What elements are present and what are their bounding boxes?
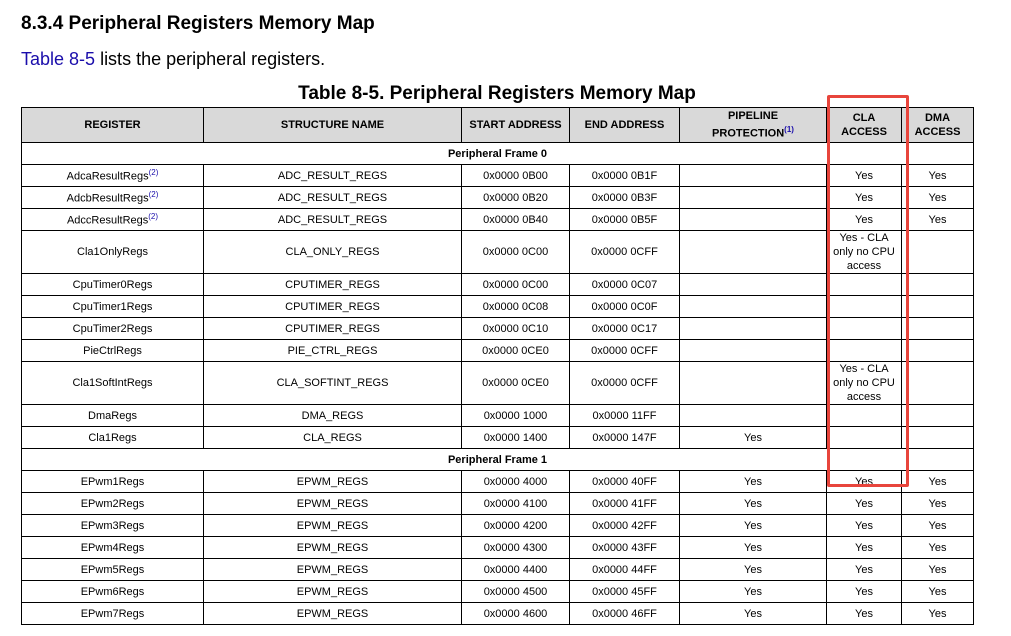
pipeline-cell: Yes [680, 493, 827, 515]
table-row [22, 493, 974, 515]
cla-cell: Yes [827, 603, 902, 625]
pipeline-cell [680, 405, 827, 427]
register-cell: EPwm5Regs [22, 559, 204, 581]
section-title: 8.3.4 Peripheral Registers Memory Map [21, 13, 375, 34]
table-row [22, 209, 974, 231]
table-link[interactable]: Table 8-5 [21, 49, 96, 69]
structure-cell: EPWM_REGS [204, 537, 462, 559]
end-cell: 0x0000 46FF [570, 603, 680, 625]
register-cell: DmaRegs [22, 405, 204, 427]
end-cell: 0x0000 41FF [570, 493, 680, 515]
end-cell: 0x0000 0C0F [570, 296, 680, 318]
dma-cell: Yes [902, 559, 974, 581]
structure-cell: CPUTIMER_REGS [204, 318, 462, 340]
structure-cell: DMA_REGS [204, 405, 462, 427]
register-cell: EPwm7Regs [22, 603, 204, 625]
cla-cell: Yes [827, 559, 902, 581]
table-row [22, 603, 974, 625]
start-cell: 0x0000 4000 [462, 471, 570, 493]
end-cell: 0x0000 42FF [570, 515, 680, 537]
cla-cell: Yes - CLA only no CPU access [827, 231, 902, 274]
start-cell: 0x0000 0C08 [462, 296, 570, 318]
cla-cell: Yes [827, 209, 902, 231]
start-cell: 0x0000 0C00 [462, 274, 570, 296]
frame-label: Peripheral Frame 1 [22, 449, 974, 471]
dma-cell [902, 318, 974, 340]
pipeline-cell [680, 340, 827, 362]
table-caption: Table 8-5. Peripheral Registers Memory Map [298, 83, 696, 104]
end-cell: 0x0000 0C17 [570, 318, 680, 340]
register-cell: AdcbResultRegs$^{(2)}$ [22, 187, 204, 209]
footnote-ref[interactable]: (2) [148, 190, 159, 200]
end-cell: 0x0000 11FF [570, 405, 680, 427]
register-cell: Cla1SoftIntRegs [22, 362, 204, 405]
dma-cell: Yes [902, 471, 974, 493]
start-cell: 0x0000 4200 [462, 515, 570, 537]
structure-cell: CLA_ONLY_REGS [204, 231, 462, 274]
register-cell: EPwm1Regs [22, 471, 204, 493]
start-cell: 0x0000 0C00 [462, 231, 570, 274]
dma-cell: Yes [902, 165, 974, 187]
cla-cell: Yes [827, 187, 902, 209]
start-cell: 0x0000 0CE0 [462, 340, 570, 362]
table-row [22, 318, 974, 340]
cla-cell: Yes - CLA only no CPU access [827, 362, 902, 405]
start-cell: 0x0000 4100 [462, 493, 570, 515]
structure-cell: ADC_RESULT_REGS [204, 187, 462, 209]
dma-cell: Yes [902, 603, 974, 625]
pipeline-cell [680, 209, 827, 231]
table-row [22, 274, 974, 296]
header-cla-access: CLA ACCESS [827, 108, 902, 143]
dma-cell: Yes [902, 515, 974, 537]
structure-cell: CPUTIMER_REGS [204, 274, 462, 296]
cla-cell: Yes [827, 537, 902, 559]
start-cell: 0x0000 0B00 [462, 165, 570, 187]
structure-cell: ADC_RESULT_REGS [204, 165, 462, 187]
table-row [22, 515, 974, 537]
header-pipeline-line1: PIPELINE [727, 110, 779, 123]
register-cell: AdccResultRegs$^{(2)}$ [22, 209, 204, 231]
start-cell: 0x0000 4600 [462, 603, 570, 625]
end-cell: 0x0000 0B5F [570, 209, 680, 231]
pipeline-cell: Yes [680, 559, 827, 581]
table-row [22, 405, 974, 427]
intro-text: lists the peripheral registers. [95, 49, 326, 69]
start-cell: 0x0000 0CE0 [462, 362, 570, 405]
frame-row [22, 449, 974, 471]
pipeline-cell [680, 318, 827, 340]
header-dma-access: DMA ACCESS [902, 108, 974, 143]
table-row [22, 537, 974, 559]
start-cell: 0x0000 4400 [462, 559, 570, 581]
dma-cell [902, 427, 974, 449]
pipeline-cell [680, 296, 827, 318]
table-row [22, 427, 974, 449]
pipeline-cell: Yes [680, 471, 827, 493]
pipeline-cell [680, 274, 827, 296]
header-start-address: START ADDRESS [462, 108, 570, 143]
table-row [22, 581, 974, 603]
start-cell: 0x0000 0B20 [462, 187, 570, 209]
dma-cell [902, 340, 974, 362]
end-cell: 0x0000 43FF [570, 537, 680, 559]
structure-cell: EPWM_REGS [204, 493, 462, 515]
start-cell: 0x0000 0B40 [462, 209, 570, 231]
pipeline-cell: Yes [680, 515, 827, 537]
structure-cell: EPWM_REGS [204, 581, 462, 603]
structure-cell: PIE_CTRL_REGS [204, 340, 462, 362]
header-pipeline-protection [680, 108, 827, 143]
end-cell: 0x0000 0CFF [570, 340, 680, 362]
pipeline-cell: Yes [680, 581, 827, 603]
dma-cell: Yes [902, 187, 974, 209]
structure-cell: ADC_RESULT_REGS [204, 209, 462, 231]
end-cell: 0x0000 0B1F [570, 165, 680, 187]
register-cell: CpuTimer0Regs [22, 274, 204, 296]
register-cell: PieCtrlRegs [22, 340, 204, 362]
cla-cell [827, 405, 902, 427]
table-row [22, 187, 974, 209]
end-cell: 0x0000 40FF [570, 471, 680, 493]
header-row [22, 108, 974, 143]
table-row [22, 471, 974, 493]
header-register: REGISTER [22, 108, 204, 143]
end-cell: 0x0000 44FF [570, 559, 680, 581]
dma-cell: Yes [902, 209, 974, 231]
table-row [22, 165, 974, 187]
register-cell: AdcaResultRegs$^{(2)}$ [22, 165, 204, 187]
start-cell: 0x0000 4300 [462, 537, 570, 559]
pipeline-cell [680, 231, 827, 274]
register-cell: Cla1Regs [22, 427, 204, 449]
header-pipeline-line2: PROTECTION$^{(1)}$ [712, 125, 794, 140]
intro-paragraph [21, 49, 325, 70]
start-cell: 0x0000 1400 [462, 427, 570, 449]
dma-cell: Yes [902, 581, 974, 603]
pipeline-cell [680, 187, 827, 209]
register-cell: EPwm4Regs [22, 537, 204, 559]
dma-cell: Yes [902, 493, 974, 515]
footnote-ref[interactable]: (1) [784, 125, 794, 135]
register-cell: CpuTimer1Regs [22, 296, 204, 318]
dma-cell: Yes [902, 537, 974, 559]
end-cell: 0x0000 0CFF [570, 362, 680, 405]
pipeline-cell: Yes [680, 537, 827, 559]
end-cell: 0x0000 147F [570, 427, 680, 449]
end-cell: 0x0000 0CFF [570, 231, 680, 274]
footnote-ref[interactable]: (2) [148, 168, 159, 178]
end-cell: 0x0000 0B3F [570, 187, 680, 209]
cla-cell: Yes [827, 165, 902, 187]
structure-cell: CLA_REGS [204, 427, 462, 449]
structure-cell: CPUTIMER_REGS [204, 296, 462, 318]
table-row [22, 231, 974, 274]
cla-cell [827, 340, 902, 362]
header-end-address: END ADDRESS [570, 108, 680, 143]
structure-cell: EPWM_REGS [204, 471, 462, 493]
dma-cell [902, 296, 974, 318]
register-cell: Cla1OnlyRegs [22, 231, 204, 274]
frame-row [22, 143, 974, 165]
cla-cell [827, 318, 902, 340]
dma-cell [902, 274, 974, 296]
structure-cell: EPWM_REGS [204, 559, 462, 581]
cla-cell [827, 427, 902, 449]
dma-cell [902, 405, 974, 427]
cla-cell: Yes [827, 581, 902, 603]
cla-cell: Yes [827, 493, 902, 515]
table-row [22, 296, 974, 318]
frame-label: Peripheral Frame 0 [22, 143, 974, 165]
end-cell: 0x0000 0C07 [570, 274, 680, 296]
structure-cell: EPWM_REGS [204, 515, 462, 537]
pipeline-cell [680, 165, 827, 187]
dma-cell [902, 231, 974, 274]
start-cell: 0x0000 0C10 [462, 318, 570, 340]
structure-cell: EPWM_REGS [204, 603, 462, 625]
cla-cell [827, 296, 902, 318]
peripheral-registers-table [21, 107, 974, 625]
pipeline-cell: Yes [680, 603, 827, 625]
start-cell: 0x0000 4500 [462, 581, 570, 603]
register-cell: EPwm2Regs [22, 493, 204, 515]
end-cell: 0x0000 45FF [570, 581, 680, 603]
structure-cell: CLA_SOFTINT_REGS [204, 362, 462, 405]
footnote-ref[interactable]: (2) [148, 212, 159, 222]
table-row [22, 340, 974, 362]
cla-cell: Yes [827, 471, 902, 493]
header-structure-name: STRUCTURE NAME [204, 108, 462, 143]
cla-cell: Yes [827, 515, 902, 537]
table-row [22, 362, 974, 405]
pipeline-cell: Yes [680, 427, 827, 449]
table-row [22, 559, 974, 581]
register-cell: EPwm6Regs [22, 581, 204, 603]
register-cell: EPwm3Regs [22, 515, 204, 537]
start-cell: 0x0000 1000 [462, 405, 570, 427]
dma-cell [902, 362, 974, 405]
register-cell: CpuTimer2Regs [22, 318, 204, 340]
pipeline-cell [680, 362, 827, 405]
cla-cell [827, 274, 902, 296]
